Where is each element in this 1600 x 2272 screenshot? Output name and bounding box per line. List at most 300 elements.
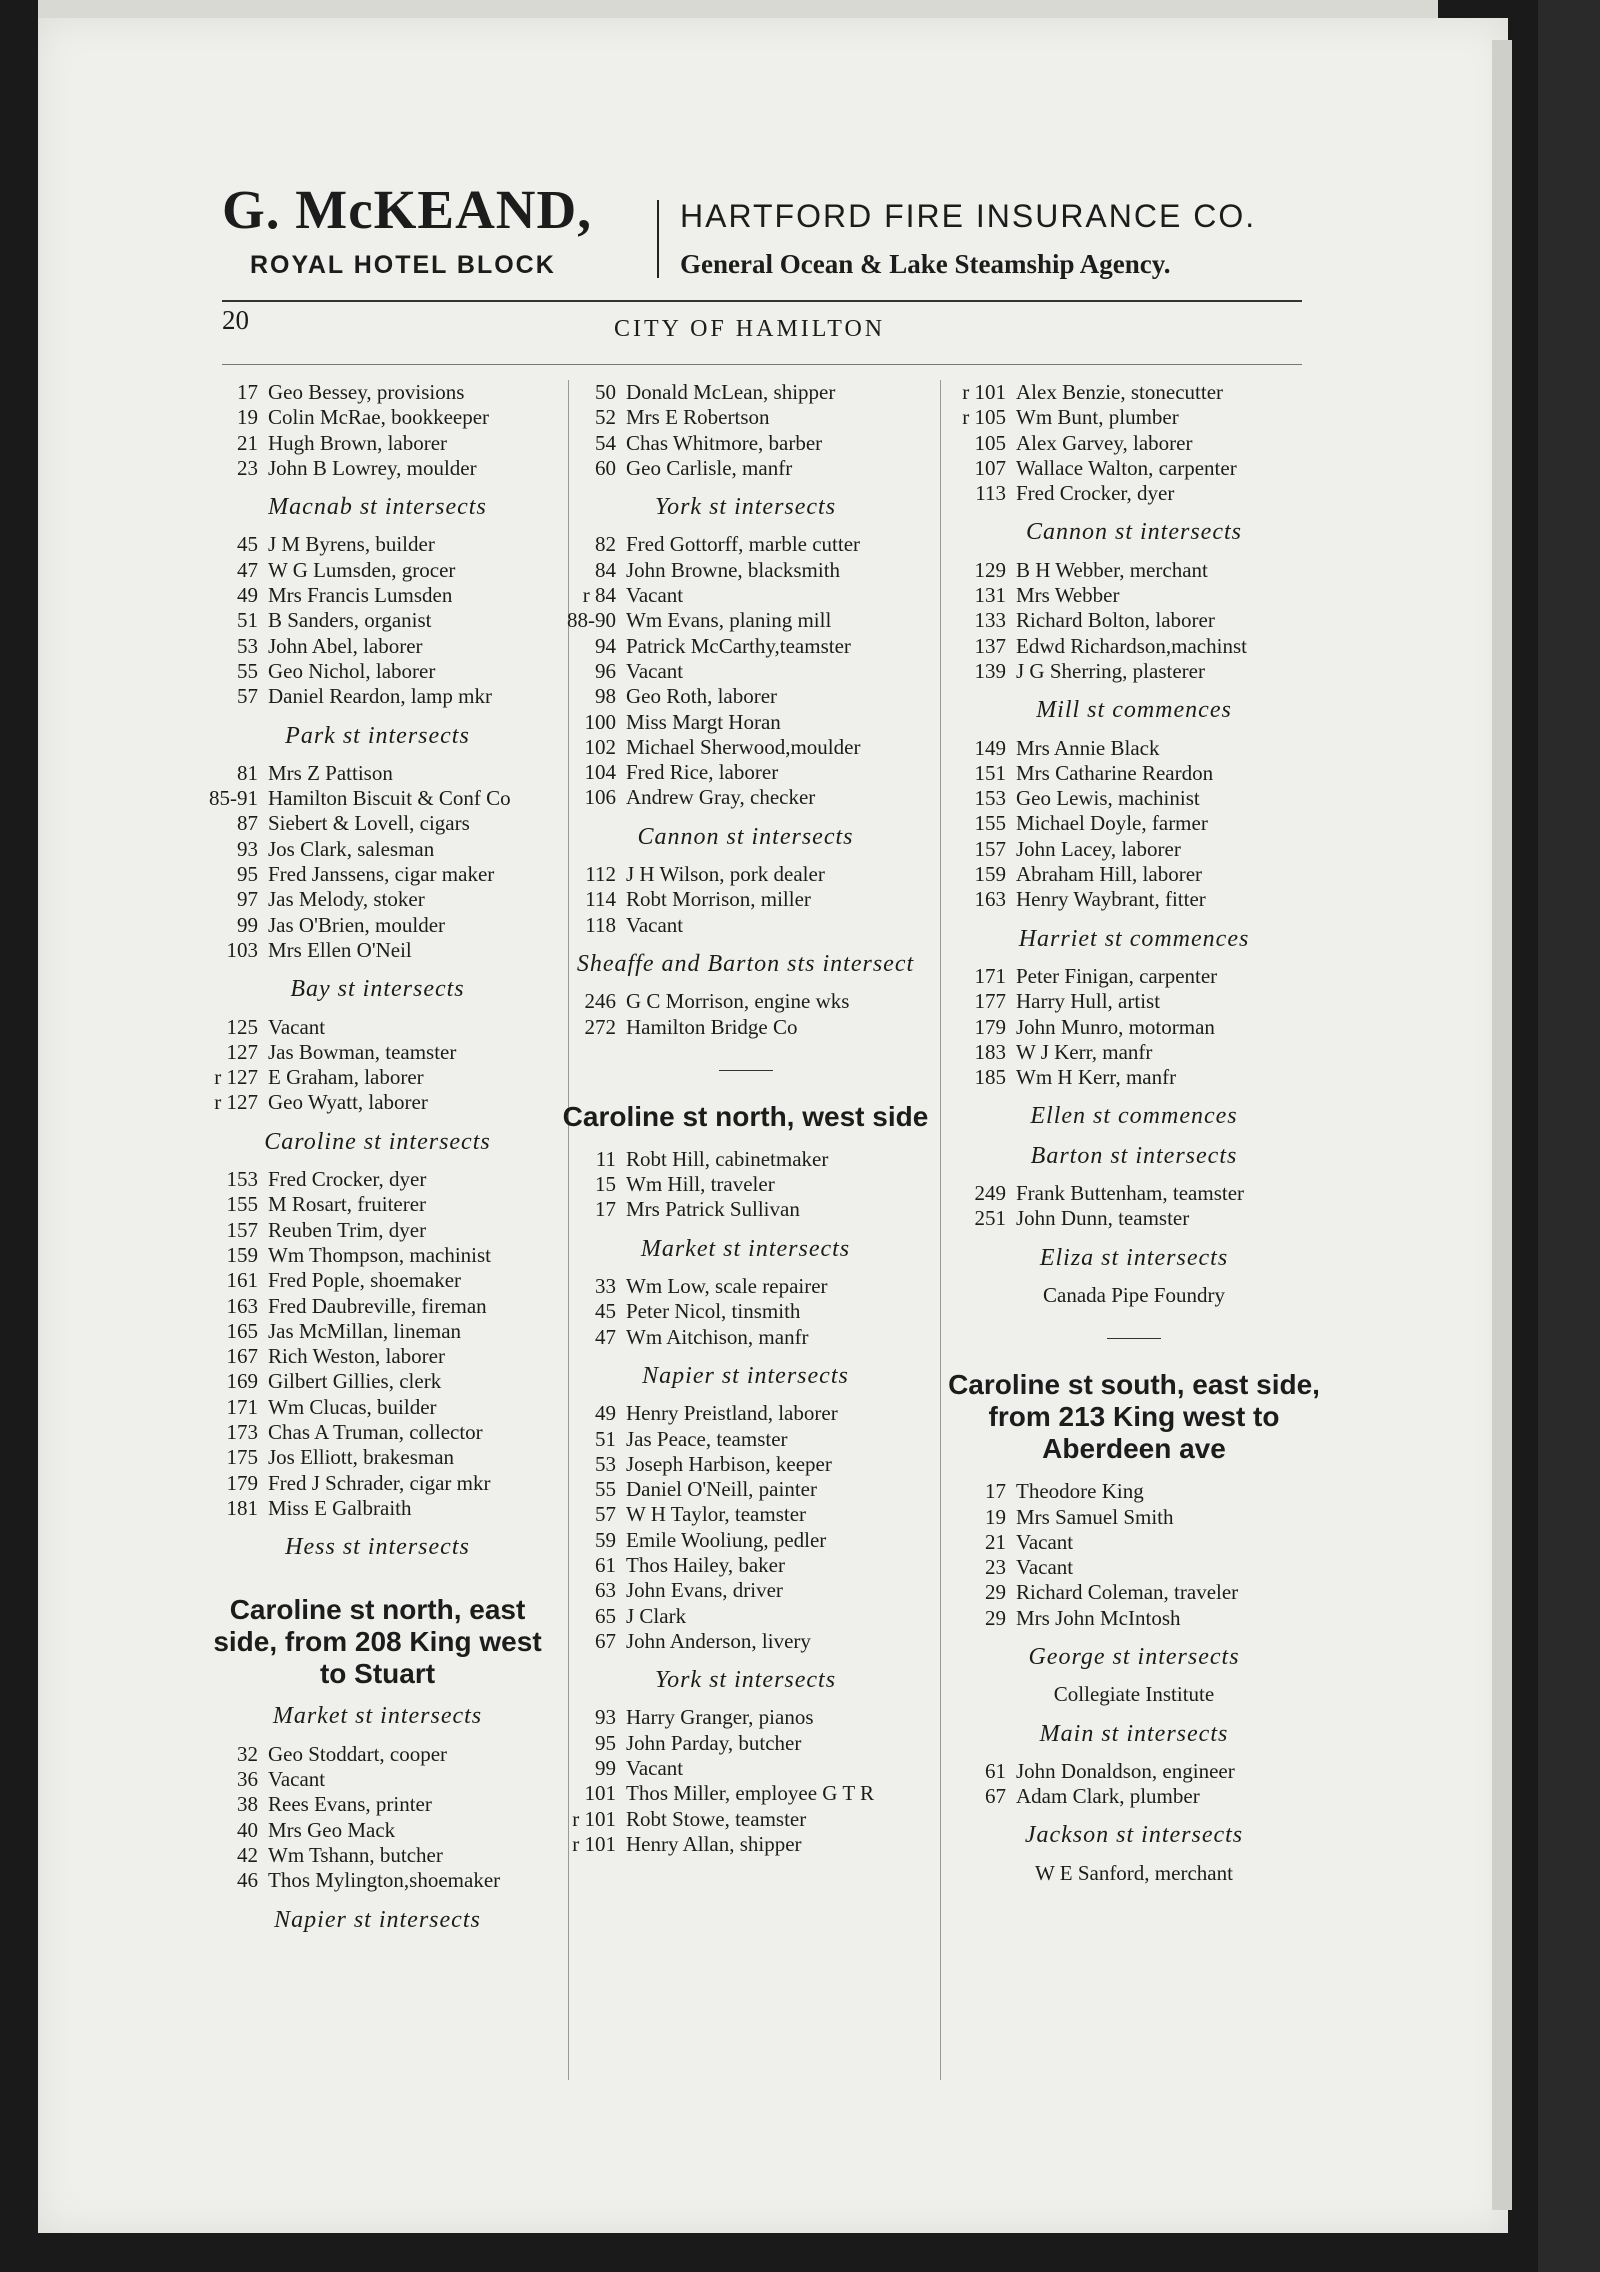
house-number: 133 <box>974 608 1006 633</box>
intersection-note: Bay st intersects <box>290 976 465 1003</box>
house-number: 100 <box>584 709 616 734</box>
resident-name: John Parday, butcher <box>626 1730 802 1755</box>
advertiser-block <box>222 179 642 280</box>
resident-name: Miss E Galbraith <box>268 1495 412 1520</box>
directory-entry <box>558 431 933 456</box>
resident-name: W J Kerr, manfr <box>1016 1039 1153 1064</box>
resident-name: Gilbert Gillies, clerk <box>268 1369 442 1394</box>
intersection-note: Cannon st intersects <box>637 823 854 850</box>
business-listing: W E Sanford, merchant <box>1035 1860 1233 1885</box>
resident-name: Vacant <box>1016 1529 1074 1554</box>
directory-entry <box>948 761 1320 786</box>
house-number: r 101 <box>572 1831 616 1856</box>
directory-entry <box>200 431 555 456</box>
resident-name: Andrew Gray, checker <box>626 785 816 810</box>
resident-name: Fred Crocker, dyer <box>268 1167 427 1192</box>
resident-name: Fred Janssens, cigar maker <box>268 862 495 887</box>
resident-name: J G Sherring, plasterer <box>1016 658 1205 683</box>
entry-list <box>948 558 1320 684</box>
resident-name: Fred J Schrader, cigar mkr <box>268 1470 491 1495</box>
house-number: 125 <box>226 1014 258 1039</box>
resident-name: Siebert & Lovell, cigars <box>268 811 470 836</box>
house-number: 17 <box>985 1479 1006 1504</box>
house-number: 129 <box>974 557 1006 582</box>
resident-name: Hugh Brown, laborer <box>268 430 448 455</box>
house-number: 102 <box>584 734 616 759</box>
entry-list <box>948 1479 1320 1631</box>
directory-entry <box>200 1843 555 1868</box>
intersection-note: Mill st commences <box>1036 697 1232 724</box>
house-number: 99 <box>595 1756 616 1781</box>
house-number: 11 <box>595 1146 616 1171</box>
resident-name: Daniel O'Neill, painter <box>626 1477 817 1502</box>
house-number: 107 <box>974 455 1006 480</box>
resident-name: Harry Hull, artist <box>1016 989 1161 1014</box>
resident-name: Richard Bolton, laborer <box>1016 608 1215 633</box>
resident-name: Donald McLean, shipper <box>626 380 836 404</box>
house-number: 19 <box>237 405 258 430</box>
directory-entry <box>948 1505 1320 1530</box>
directory-entry <box>200 938 555 963</box>
resident-name: Mrs Catharine Reardon <box>1016 760 1214 785</box>
page-right-edge <box>1492 40 1512 2210</box>
house-number: 137 <box>974 633 1006 658</box>
house-number: 15 <box>595 1172 616 1197</box>
resident-name: Mrs Patrick Sullivan <box>626 1197 800 1222</box>
directory-entry <box>200 1090 555 1115</box>
house-number: 17 <box>595 1197 616 1222</box>
directory-entry <box>200 1868 555 1893</box>
resident-name: Robt Morrison, miller <box>626 887 811 912</box>
business-listing: Canada Pipe Foundry <box>1043 1282 1225 1307</box>
directory-entry <box>948 608 1320 633</box>
resident-name: J Clark <box>626 1603 687 1628</box>
intersection-note: George st intersects <box>1028 1643 1240 1670</box>
house-number: 21 <box>237 430 258 455</box>
house-number: 272 <box>584 1014 616 1039</box>
directory-entry <box>558 760 933 785</box>
resident-name: Joseph Harbison, keeper <box>626 1451 832 1476</box>
resident-name: Vacant <box>1016 1555 1074 1580</box>
intersection-note: Barton st intersects <box>1030 1142 1238 1169</box>
intersection-note: Jackson st intersects <box>1024 1822 1244 1849</box>
directory-entry <box>200 837 555 862</box>
resident-name: Wm Clucas, builder <box>268 1394 437 1419</box>
resident-name: John Dunn, teamster <box>1016 1206 1190 1231</box>
house-number: r 84 <box>582 583 616 608</box>
directory-entry <box>200 1767 555 1792</box>
resident-name: B Sanders, organist <box>268 608 432 633</box>
resident-name: Vacant <box>626 658 684 683</box>
house-number: 98 <box>595 684 616 709</box>
directory-entry <box>558 456 933 481</box>
directory-entry <box>948 1555 1320 1580</box>
house-number: 173 <box>226 1419 258 1444</box>
house-number: 47 <box>237 557 258 582</box>
directory-entry <box>558 1147 933 1172</box>
advertiser-services <box>680 198 1320 280</box>
resident-name: John Donaldson, engineer <box>1016 1758 1235 1783</box>
directory-entry <box>948 1580 1320 1605</box>
directory-entry <box>558 1401 933 1426</box>
house-number: r 105 <box>962 405 1006 430</box>
resident-name: Daniel Reardon, lamp mkr <box>268 684 492 709</box>
directory-entry <box>558 634 933 659</box>
house-number: 51 <box>595 1426 616 1451</box>
directory-entry <box>558 1299 933 1324</box>
directory-entry <box>558 1832 933 1857</box>
house-number: 165 <box>226 1318 258 1343</box>
house-number: 95 <box>237 862 258 887</box>
directory-entry <box>948 659 1320 684</box>
entry-list <box>200 1742 555 1894</box>
resident-name: Mrs Francis Lumsden <box>268 583 453 608</box>
directory-entry <box>558 1629 933 1654</box>
column-1 <box>200 380 555 1945</box>
entry-list <box>558 862 933 938</box>
resident-name: Jas Melody, stoker <box>268 887 425 912</box>
directory-entry <box>200 761 555 786</box>
directory-entry <box>948 1065 1320 1090</box>
house-number: 88-90 <box>567 608 616 633</box>
directory-entry <box>200 1167 555 1192</box>
house-number: 161 <box>226 1268 258 1293</box>
resident-name: Jas Bowman, teamster <box>268 1039 457 1064</box>
resident-name: Fred Rice, laborer <box>626 760 779 785</box>
house-number: 106 <box>584 785 616 810</box>
house-number: 163 <box>226 1293 258 1318</box>
directory-entry <box>200 456 555 481</box>
intersection-note: Harriet st commences <box>1018 925 1250 952</box>
directory-entry <box>558 1756 933 1781</box>
house-number: 183 <box>974 1039 1006 1064</box>
directory-entry <box>948 583 1320 608</box>
directory-entry <box>200 1818 555 1843</box>
intersection-note: Hess st intersects <box>285 1534 470 1561</box>
resident-name: Michael Sherwood,moulder <box>626 734 861 759</box>
directory-entry <box>948 456 1320 481</box>
resident-name: Peter Finigan, carpenter <box>1016 963 1218 988</box>
entry-list <box>948 964 1320 1090</box>
resident-name: John Evans, driver <box>626 1578 783 1603</box>
resident-name: Chas A Truman, collector <box>268 1419 483 1444</box>
resident-name: Wm Low, scale repairer <box>626 1274 828 1299</box>
resident-name: Vacant <box>626 583 684 608</box>
directory-entry <box>558 1427 933 1452</box>
resident-name: Frank Buttenham, teamster <box>1016 1181 1245 1206</box>
house-number: 17 <box>237 380 258 404</box>
resident-name: Vacant <box>268 1767 326 1792</box>
resident-name: Adam Clark, plumber <box>1016 1784 1200 1809</box>
house-number: r 127 <box>214 1065 258 1090</box>
directory-entry <box>200 1192 555 1217</box>
resident-name: Alex Benzie, stonecutter <box>1016 380 1224 404</box>
house-number: 101 <box>584 1781 616 1806</box>
resident-name: Geo Wyatt, laborer <box>268 1090 428 1115</box>
agency-line: General Ocean & Lake Steamship Agency. <box>680 249 1171 279</box>
house-number: 55 <box>237 658 258 683</box>
house-number: 159 <box>226 1242 258 1267</box>
resident-name: Henry Preistland, laborer <box>626 1401 838 1426</box>
directory-entry <box>558 1731 933 1756</box>
house-number: 93 <box>595 1705 616 1730</box>
resident-name: Jas McMillan, lineman <box>268 1318 462 1343</box>
entry-list <box>200 532 555 709</box>
resident-name: Wm Evans, planing mill <box>626 608 832 633</box>
house-number: 29 <box>985 1580 1006 1605</box>
directory-entry <box>558 1528 933 1553</box>
header-rule <box>222 300 1302 302</box>
resident-name: Emile Wooliung, pedler <box>626 1527 827 1552</box>
house-number: 149 <box>974 735 1006 760</box>
directory-entry <box>558 1807 933 1832</box>
house-number: 163 <box>974 887 1006 912</box>
directory-entry <box>948 1015 1320 1040</box>
house-number: r 127 <box>214 1090 258 1115</box>
house-number: 249 <box>974 1181 1006 1206</box>
directory-entry <box>558 1553 933 1578</box>
house-number: 81 <box>237 760 258 785</box>
house-number: 61 <box>595 1552 616 1577</box>
directory-entry <box>948 380 1320 405</box>
insurance-line: HARTFORD FIRE INSURANCE CO. <box>680 198 1257 234</box>
house-number: 46 <box>237 1868 258 1893</box>
entry-list <box>200 761 555 963</box>
house-number: 85-91 <box>209 786 258 811</box>
column-3 <box>948 380 1320 1896</box>
house-number: 157 <box>226 1217 258 1242</box>
resident-name: Mrs Annie Black <box>1016 735 1160 760</box>
house-number: 45 <box>595 1299 616 1324</box>
intersection-note: Macnab st intersects <box>268 494 487 521</box>
resident-name: Patrick McCarthy,teamster <box>626 633 851 658</box>
house-number: 50 <box>595 380 616 404</box>
house-number: 23 <box>237 455 258 480</box>
house-number: 112 <box>585 862 616 887</box>
house-number: 97 <box>237 887 258 912</box>
resident-name: Hamilton Bridge Co <box>626 1014 798 1039</box>
directory-entry <box>948 481 1320 506</box>
house-number: 54 <box>595 430 616 455</box>
resident-name: Wm H Kerr, manfr <box>1016 1065 1177 1090</box>
directory-entry <box>558 1477 933 1502</box>
house-number: 59 <box>595 1527 616 1552</box>
directory-entry <box>558 1274 933 1299</box>
directory-entry <box>948 811 1320 836</box>
house-number: 33 <box>595 1274 616 1299</box>
intersection-note: Main st intersects <box>1039 1720 1229 1747</box>
entry-list <box>558 1147 933 1223</box>
directory-entry <box>200 887 555 912</box>
resident-name: Harry Granger, pianos <box>626 1705 814 1730</box>
house-number: 96 <box>595 658 616 683</box>
directory-entry <box>948 405 1320 430</box>
house-number: 65 <box>595 1603 616 1628</box>
directory-entry <box>948 989 1320 1014</box>
directory-entry <box>558 380 933 405</box>
directory-entry <box>948 1759 1320 1784</box>
house-number: 181 <box>226 1495 258 1520</box>
resident-name: Fred Gottorff, marble cutter <box>626 532 861 557</box>
resident-name: E Graham, laborer <box>268 1065 424 1090</box>
resident-name: Theodore King <box>1016 1479 1144 1504</box>
house-number: 179 <box>226 1470 258 1495</box>
house-number: 52 <box>595 405 616 430</box>
resident-name: Mrs Geo Mack <box>268 1817 396 1842</box>
directory-entry <box>200 913 555 938</box>
resident-name: Fred Crocker, dyer <box>1016 481 1175 506</box>
directory-entry <box>200 862 555 887</box>
house-number: 32 <box>237 1741 258 1766</box>
resident-name: W G Lumsden, grocer <box>268 557 456 582</box>
directory-entry <box>558 1578 933 1603</box>
house-number: 84 <box>595 557 616 582</box>
directory-entry <box>558 659 933 684</box>
resident-name: Rees Evans, printer <box>268 1792 432 1817</box>
directory-entry <box>200 1218 555 1243</box>
house-number: 19 <box>985 1504 1006 1529</box>
entry-list <box>558 989 933 1040</box>
entry-list <box>558 380 933 481</box>
directory-entry <box>948 1040 1320 1065</box>
directory-entry <box>200 1344 555 1369</box>
directory-entry <box>558 1604 933 1629</box>
resident-name: Vacant <box>626 912 684 937</box>
directory-entry <box>558 913 933 938</box>
directory-entry <box>948 1606 1320 1631</box>
directory-entry <box>200 1040 555 1065</box>
directory-entry <box>948 558 1320 583</box>
directory-entry <box>948 862 1320 887</box>
directory-entry <box>558 735 933 760</box>
house-number: 45 <box>237 532 258 557</box>
directory-entry <box>948 634 1320 659</box>
resident-name: Thos Miller, employee G T R <box>626 1781 875 1806</box>
resident-name: Wm Hill, traveler <box>626 1172 775 1197</box>
directory-entry <box>200 1395 555 1420</box>
house-number: 103 <box>226 937 258 962</box>
house-number: 251 <box>974 1206 1006 1231</box>
street-heading: Caroline st north, west side <box>562 1100 929 1132</box>
house-number: 42 <box>237 1842 258 1867</box>
resident-name: J M Byrens, builder <box>268 532 435 557</box>
resident-name: Abraham Hill, laborer <box>1016 862 1203 887</box>
directory-entry <box>200 405 555 430</box>
directory-entry <box>200 1243 555 1268</box>
entry-list <box>558 1274 933 1350</box>
entry-list <box>948 1181 1320 1232</box>
page-number: 20 <box>222 305 249 335</box>
directory-entry <box>558 1197 933 1222</box>
directory-entry <box>558 1502 933 1527</box>
section-divider <box>719 1070 773 1071</box>
house-number: 87 <box>237 811 258 836</box>
directory-entry <box>558 1015 933 1040</box>
house-number: 171 <box>226 1394 258 1419</box>
directory-entry <box>558 1452 933 1477</box>
house-number: 139 <box>974 658 1006 683</box>
resident-name: Mrs Z Pattison <box>268 760 393 785</box>
resident-name: Richard Coleman, traveler <box>1016 1580 1239 1605</box>
house-number: 60 <box>595 455 616 480</box>
entry-list <box>200 380 555 481</box>
house-number: 177 <box>974 989 1006 1014</box>
resident-name: Wallace Walton, carpenter <box>1016 455 1237 480</box>
directory-entry <box>200 532 555 557</box>
section-divider <box>1107 1338 1161 1339</box>
directory-entry <box>558 1172 933 1197</box>
directory-entry <box>200 1268 555 1293</box>
scan-border <box>1538 0 1600 2272</box>
house-number: 49 <box>237 583 258 608</box>
directory-entry <box>200 1015 555 1040</box>
directory-entry <box>558 405 933 430</box>
directory-entry <box>200 1792 555 1817</box>
directory-entry <box>200 583 555 608</box>
directory-entry <box>558 862 933 887</box>
resident-name: W H Taylor, teamster <box>626 1502 807 1527</box>
house-number: 40 <box>237 1817 258 1842</box>
house-number: 179 <box>974 1014 1006 1039</box>
resident-name: G C Morrison, engine wks <box>626 989 850 1014</box>
directory-entry <box>200 1445 555 1470</box>
intersection-note: Market st intersects <box>272 1703 483 1730</box>
house-number: 113 <box>975 481 1006 506</box>
house-number: 157 <box>974 836 1006 861</box>
house-number: 185 <box>974 1065 1006 1090</box>
directory-entry <box>948 431 1320 456</box>
directory-entry <box>200 811 555 836</box>
entry-list <box>948 736 1320 913</box>
directory-entry <box>948 1784 1320 1809</box>
house-number: r 101 <box>962 380 1006 404</box>
resident-name: Jas Peace, teamster <box>626 1426 788 1451</box>
directory-entry <box>948 1479 1320 1504</box>
house-number: 49 <box>595 1401 616 1426</box>
resident-name: Reuben Trim, dyer <box>268 1217 427 1242</box>
directory-entry <box>558 684 933 709</box>
directory-entry <box>200 1294 555 1319</box>
intersection-note: Ellen st commences <box>1030 1103 1238 1130</box>
resident-name: John Browne, blacksmith <box>626 557 841 582</box>
resident-name: Geo Nichol, laborer <box>268 658 436 683</box>
directory-entry <box>948 1181 1320 1206</box>
business-listing: Collegiate Institute <box>1053 1682 1215 1707</box>
resident-name: Jos Elliott, brakesman <box>268 1445 455 1470</box>
entry-list <box>948 380 1320 506</box>
house-number: 95 <box>595 1730 616 1755</box>
house-number: r 101 <box>572 1806 616 1831</box>
directory-entry <box>558 989 933 1014</box>
house-number: 21 <box>985 1529 1006 1554</box>
intersection-note: York st intersects <box>654 1667 837 1694</box>
house-number: 246 <box>584 989 616 1014</box>
resident-name: Thos Hailey, baker <box>626 1552 785 1577</box>
resident-name: Rich Weston, laborer <box>268 1344 445 1369</box>
resident-name: B H Webber, merchant <box>1016 557 1208 582</box>
directory-entry <box>200 786 555 811</box>
house-number: 94 <box>595 633 616 658</box>
directory-entry <box>200 1742 555 1767</box>
resident-name: Geo Bessey, provisions <box>268 380 465 404</box>
house-number: 167 <box>226 1344 258 1369</box>
entry-list <box>558 532 933 810</box>
resident-name: Jas O'Brien, moulder <box>268 912 446 937</box>
directory-entry <box>948 1530 1320 1555</box>
intersection-note: Napier st intersects <box>642 1362 849 1389</box>
house-number: 23 <box>985 1555 1006 1580</box>
resident-name: Geo Lewis, machinist <box>1016 786 1200 811</box>
